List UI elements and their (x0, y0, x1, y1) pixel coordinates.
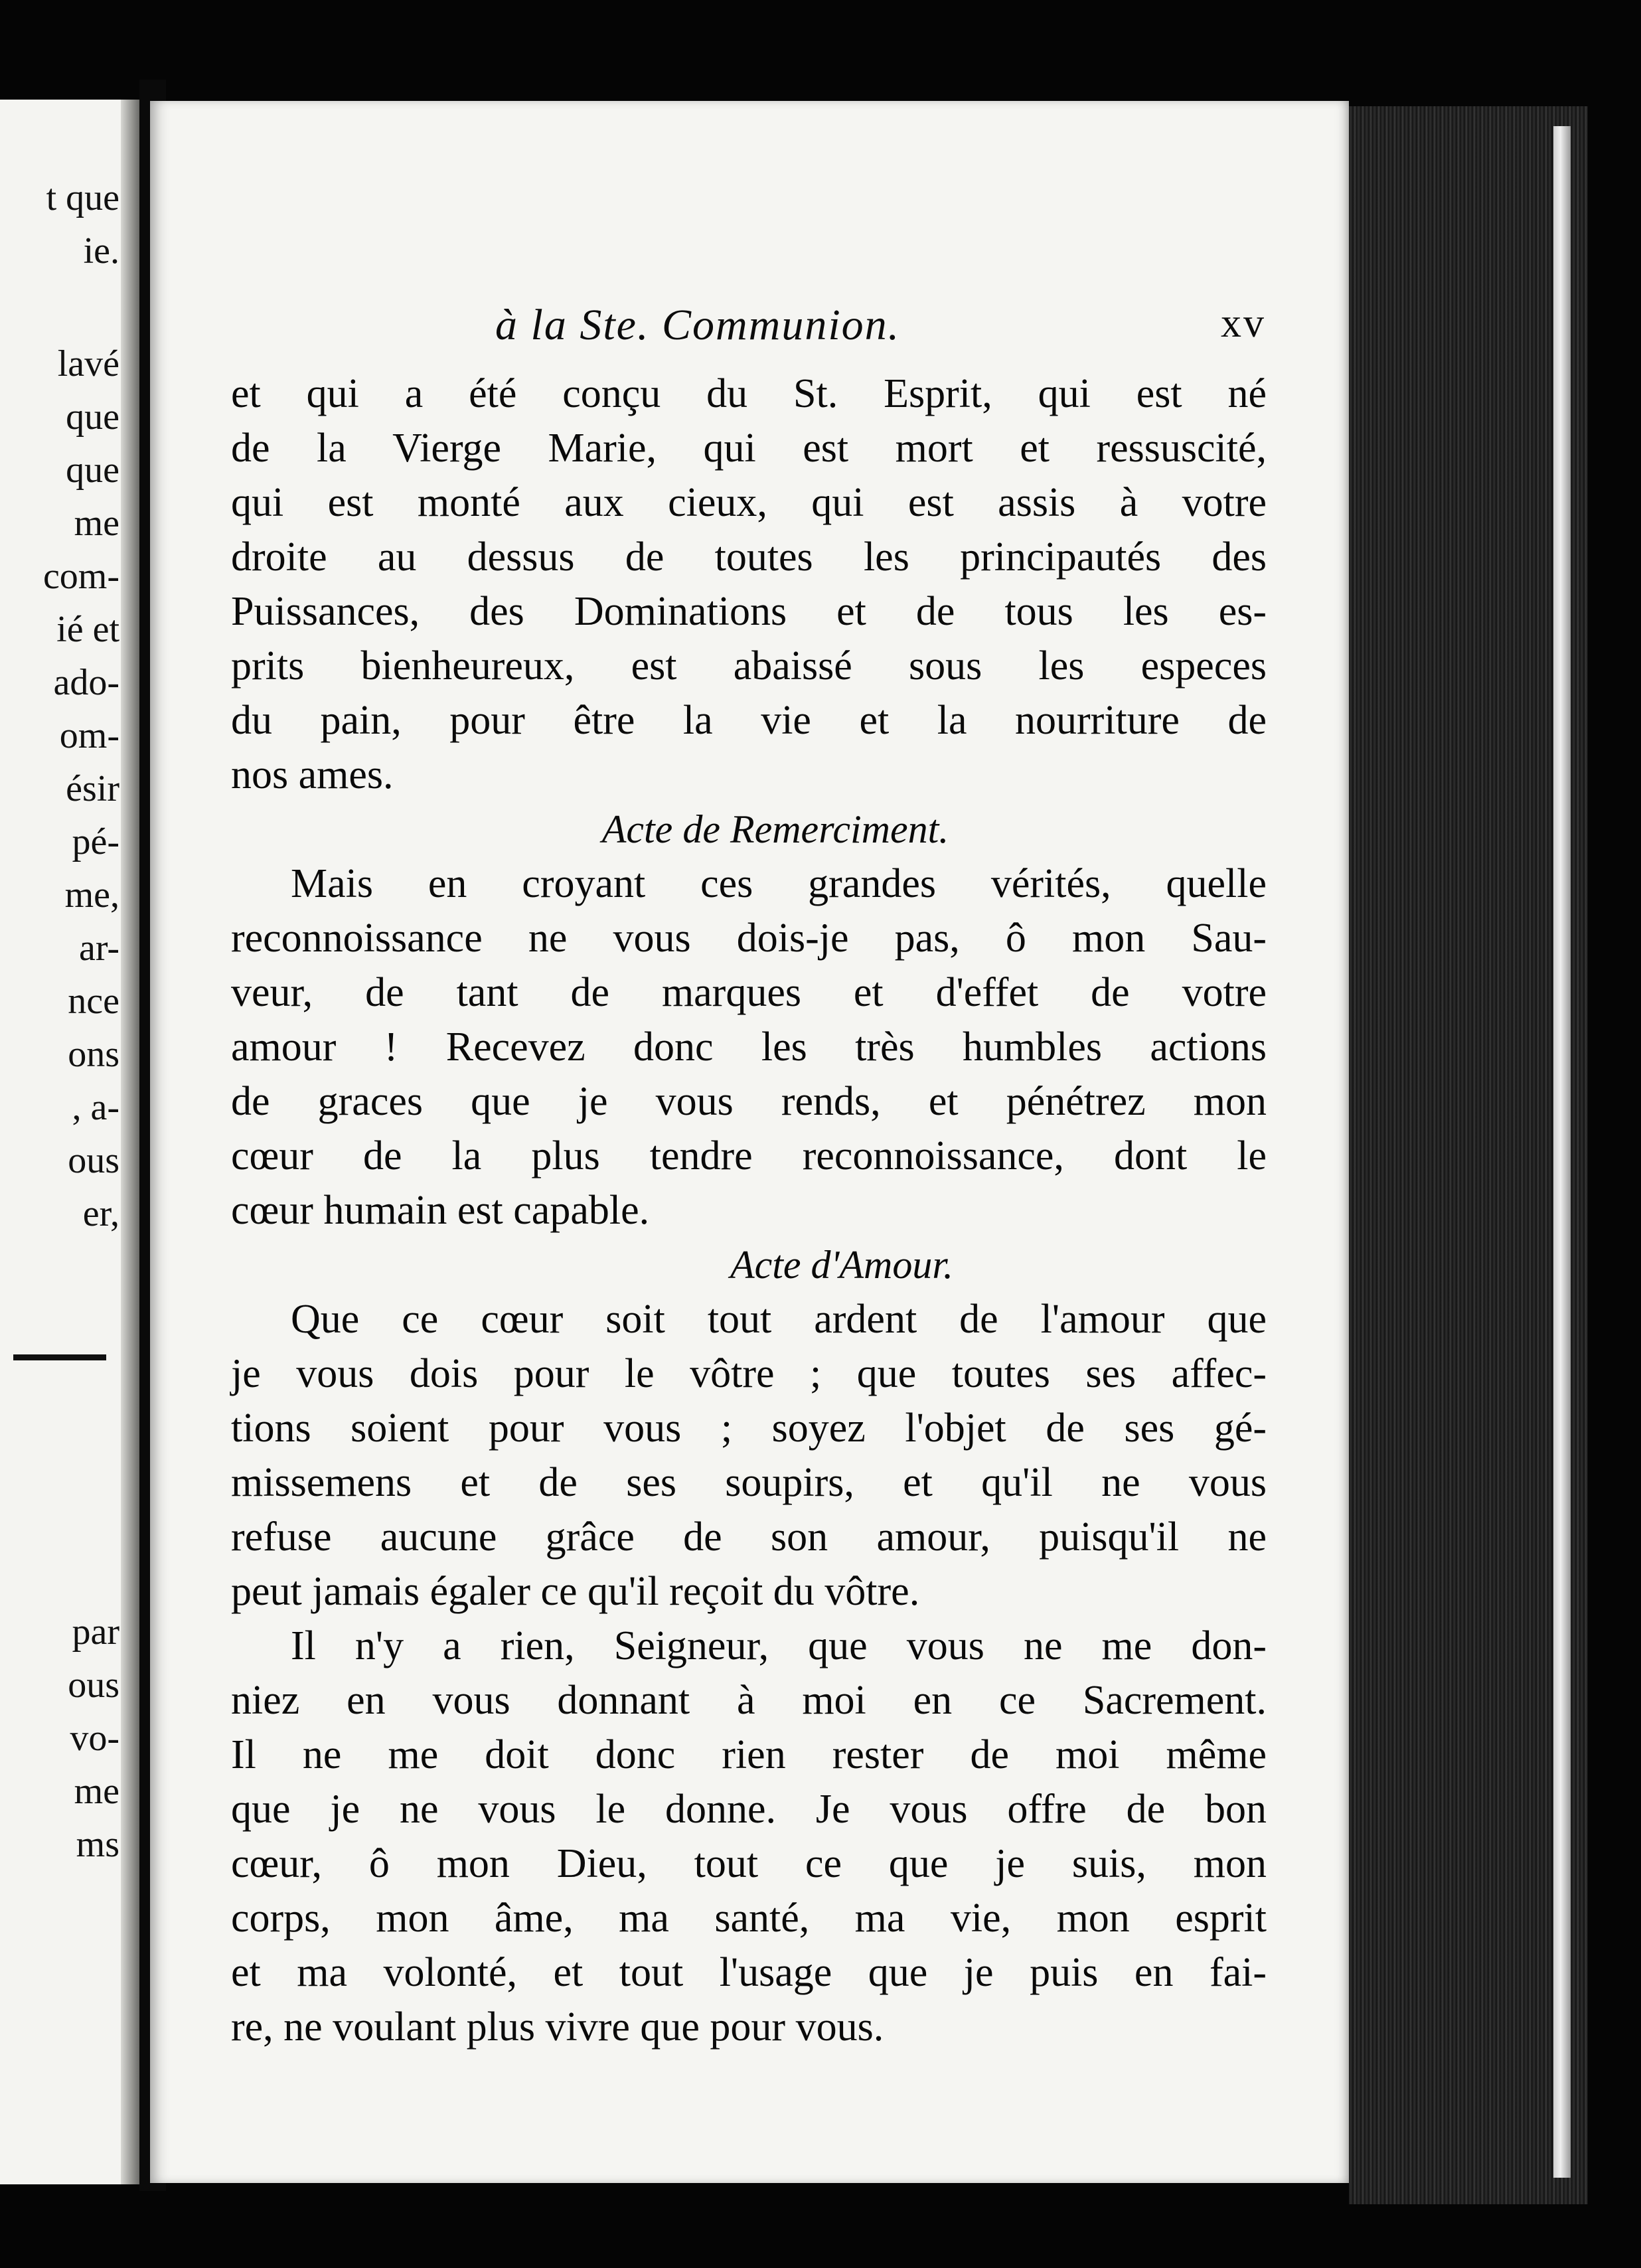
previous-page-text-fragment: ous (68, 1140, 119, 1181)
text-line: Il ne me doit donc rien rester de moi même (231, 1732, 1267, 1777)
page-body (231, 366, 1267, 2054)
previous-page-text-fragment: ms (76, 1824, 119, 1865)
text-line: de graces que je vous rends, et pénétrez mon (231, 1079, 1267, 1124)
text-line: droite au dessus de toutes les principautés des (231, 534, 1267, 580)
section-heading-remerciment: Acte de Remerciment. (601, 807, 949, 851)
gutter-shadow (121, 100, 139, 2184)
previous-page-text-fragment: nce (68, 981, 119, 1022)
previous-page-text-fragment: er, (82, 1193, 119, 1234)
paragraph-remerciment (231, 856, 1267, 1238)
text-line: corps, mon âme, ma santé, ma vie, mon esprit (231, 1896, 1267, 1941)
text-line: re, ne voulant plus vivre que pour vous. (231, 2004, 884, 2050)
page-number: xv (1221, 301, 1266, 346)
previous-page-text-fragment: lavé (57, 343, 119, 384)
text-line: de la Vierge Marie, qui est mort et ressuscité, (231, 426, 1267, 471)
text-line: nos ames. (231, 752, 394, 797)
text-line: Mais en croyant ces grandes vérités, quelle (291, 861, 1267, 906)
previous-page-text-fragment: om- (59, 715, 119, 756)
text-line: reconnoissance ne vous dois-je pas, ô mon Sau- (231, 916, 1267, 961)
text-line: du pain, pour être la vie et la nourriture de (231, 698, 1267, 743)
previous-page-text-fragment: ons (68, 1034, 119, 1075)
previous-page-text-fragment: ous (68, 1664, 119, 1706)
previous-page-text-fragment: com- (42, 556, 119, 597)
text-line: cœur humain est capable. (231, 1188, 650, 1233)
text-line: qui est monté aux cieux, qui est assis à votre (231, 480, 1267, 525)
previous-page-text-fragment: me, (64, 874, 119, 916)
previous-page-text-fragment: pé- (72, 821, 119, 862)
previous-page-text-fragment: par (72, 1611, 119, 1653)
paragraph-offrande (231, 1619, 1267, 2054)
previous-page-text-fragment: vo- (70, 1718, 119, 1759)
text-line: et qui a été conçu du St. Esprit, qui est né (231, 371, 1267, 416)
text-line: veur, de tant de marques et d'effet de votre (231, 970, 1267, 1015)
previous-page-text-fragment: , a- (72, 1087, 119, 1128)
text-line: Il n'y a rien, Seigneur, que vous ne me don- (291, 1623, 1267, 1668)
previous-page-text-fragment: ésir (66, 768, 119, 809)
previous-page-text-fragment: que (66, 396, 119, 438)
text-line: Puissances, des Dominations et de tous les es- (231, 589, 1267, 634)
previous-page-text-fragment: ado- (53, 662, 119, 703)
previous-page-text-fragment: ar- (78, 928, 119, 969)
page-block-edges (1349, 106, 1588, 2204)
text-line: niez en vous donnant à moi en ce Sacrement. (231, 1678, 1267, 1723)
text-line: peut jamais égaler ce qu'il reçoit du vôtre. (231, 1569, 920, 1614)
previous-page-text-fragment: me (74, 1771, 119, 1812)
previous-page-text-fragment: t que (46, 177, 119, 218)
text-line: tions soient pour vous ; soyez l'objet de ses gé- (231, 1406, 1267, 1451)
running-head (150, 300, 1349, 353)
book-page (150, 101, 1349, 2183)
text-line: je vous dois pour le vôtre ; que toutes ses affec- (231, 1351, 1267, 1396)
previous-page-text-fragment: que (66, 449, 119, 491)
previous-page-rule (13, 1354, 106, 1360)
running-title: à la Ste. Communion. (495, 301, 901, 349)
text-line: prits bienheureux, est abaissé sous les especes (231, 643, 1267, 688)
text-line: amour ! Recevez donc les très humbles actions (231, 1024, 1267, 1070)
previous-page-text-fragment: ié et (56, 609, 119, 650)
text-line: que je ne vous le donne. Je vous offre de bon (231, 1787, 1267, 1832)
paragraph-credo-continuation (231, 366, 1267, 802)
text-line: cœur de la plus tendre reconnoissance, dont le (231, 1133, 1267, 1178)
text-line: Que ce cœur soit tout ardent de l'amour que (291, 1297, 1267, 1342)
previous-page-text-fragment: ie. (83, 230, 119, 272)
text-line: missemens et de ses soupirs, et qu'il ne vous (231, 1460, 1267, 1505)
previous-page-sliver (0, 100, 139, 2184)
text-line: et ma volonté, et tout l'usage que je puis en fai- (231, 1950, 1267, 1995)
back-cover-edge (1553, 126, 1571, 2178)
previous-page-text-fragment: me (74, 503, 119, 544)
paragraph-amour (231, 1292, 1267, 1619)
text-line: refuse aucune grâce de son amour, puisqu'il ne (231, 1514, 1267, 1560)
section-heading-amour: Acte d'Amour. (730, 1243, 954, 1287)
text-line: cœur, ô mon Dieu, tout ce que je suis, mon (231, 1841, 1267, 1886)
